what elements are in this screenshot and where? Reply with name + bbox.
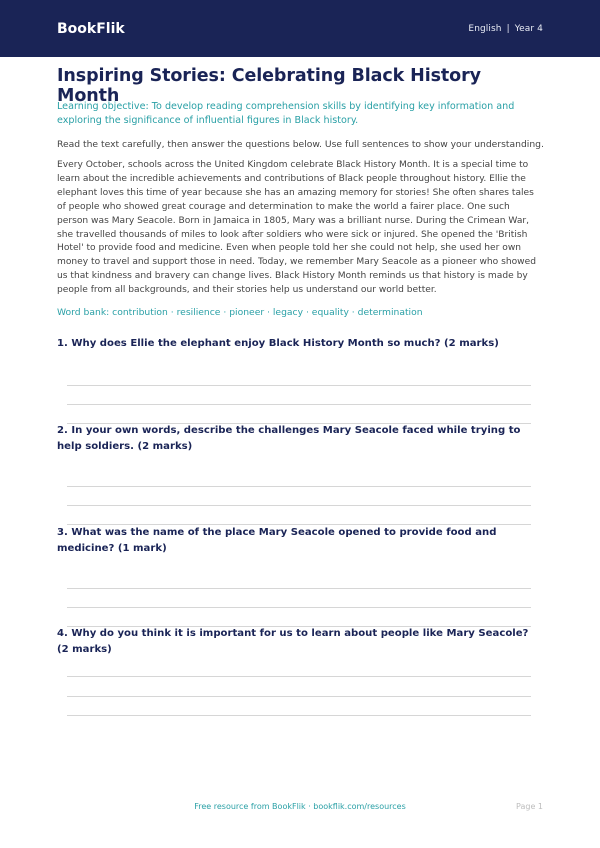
header-meta (468, 24, 543, 34)
brand-logo-text: BookFlik (57, 20, 125, 37)
word-bank: Word bank: contribution · resilience · pioneer · legacy · equality · determination (57, 307, 423, 318)
answer-line[interactable] (67, 676, 531, 677)
year-label: Year 4 (514, 23, 543, 34)
page-header (0, 0, 600, 57)
footer-credit: Free resource from BookFlik · bookflik.com/resources (194, 802, 406, 811)
answer-line[interactable] (67, 404, 531, 405)
question-2: 2. In your own words, describe the challenges Mary Seacole faced while trying to help soldiers. (2 marks) (57, 425, 521, 452)
header-separator: | (506, 23, 510, 34)
question-3: 3. What was the name of the place Mary Seacole opened to provide food and medicine? (1 mark) (57, 527, 497, 554)
learning-objective: Learning objective: To develop reading comprehension skills by identifying key information and exploring the significance of influential figures in Black history. (57, 101, 515, 126)
answer-line[interactable] (67, 385, 531, 386)
answer-line[interactable] (67, 486, 531, 487)
question-4: 4. Why do you think it is important for us to learn about people like Mary Seacole? (2 marks) (57, 628, 529, 655)
answer-line[interactable] (67, 696, 531, 697)
subject-label: English (468, 23, 502, 34)
answer-line[interactable] (67, 505, 531, 506)
answer-line[interactable] (67, 607, 531, 608)
page-number: Page 1 (516, 802, 543, 811)
reading-passage: Every October, schools across the United Kingdom celebrate Black History Month. It is a special time to learn about the incredible achievements and contributions of Black people throughout history. Ellie the elephant loves this time of year because she has an amazing memory for stories! She often shares tales of people who showed great courage and determination to make the world a fairer place. One such person was Mary Seacole. Born in Jamaica in 1805, Mary was a brilliant nurse. During the Crimean War, she travelled thousands of miles to look after soldiers who were sick or injured. She opened the 'British Hotel' to provide food and medicine. Even when people told her she could not help, she used her own money to travel and support those in need. Today, we remember Mary Seacole as a pioneer who showed us that kindness and bravery can change lives. Black History Month reminds us that history is made by people from all backgrounds, and their stories help us understand our world better. (57, 160, 536, 296)
answer-line[interactable] (67, 588, 531, 589)
question-1: 1. Why does Ellie the elephant enjoy Black History Month so much? (2 marks) (57, 338, 499, 349)
answer-line[interactable] (67, 715, 531, 716)
page-title: Inspiring Stories: Celebrating Black History Month (57, 66, 481, 106)
instructions: Read the text carefully, then answer the questions below. Use full sentences to show your understanding. (57, 139, 544, 150)
